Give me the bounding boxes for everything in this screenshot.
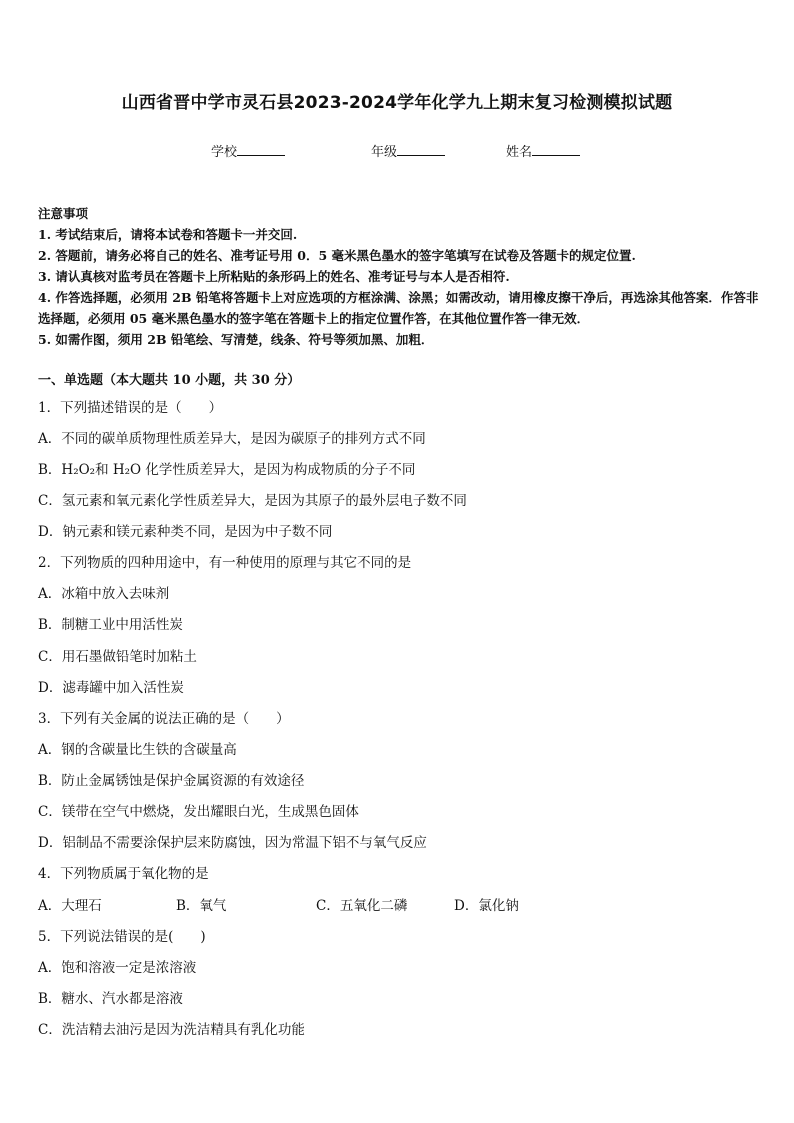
question-option: B．H₂O₂和 H₂O 化学性质差异大，是因为构成物质的分子不同 bbox=[38, 462, 416, 478]
question-stem: 4．下列物质属于氧化物的是 bbox=[38, 866, 209, 882]
question-option: A．不同的碳单质物理性质差异大，是因为碳原子的排列方式不同 bbox=[38, 431, 426, 447]
question-option: A．冰箱中放入去味剂 bbox=[38, 586, 170, 602]
section-heading: 一、单选题（本大题共 10 小题，共 30 分） bbox=[38, 373, 301, 388]
name-field bbox=[506, 141, 580, 160]
note-item: 3. 请认真核对监考员在答题卡上所粘贴的条形码上的姓名、准考证号与本人是否相符. bbox=[38, 269, 510, 284]
school-blank bbox=[237, 142, 285, 156]
note-item: 1. 考试结束后，请将本试卷和答题卡一并交回. bbox=[38, 227, 298, 242]
school-label: 学校 bbox=[211, 145, 238, 160]
question-option: D．铝制品不需要涂保护层来防腐蚀，因为常温下铝不与氧气反应 bbox=[38, 835, 427, 851]
question-option: C．用石墨做铅笔时加粘土 bbox=[38, 649, 197, 665]
grade-field bbox=[371, 141, 445, 160]
name-blank bbox=[532, 142, 580, 156]
question-stem: 2．下列物质的四种用途中，有一种使用的原理与其它不同的是 bbox=[38, 555, 412, 571]
page-title: 山西省晋中学市灵石县2023-2024学年化学九上期末复习检测模拟试题 bbox=[121, 93, 673, 113]
question-option: C．五氧化二磷 bbox=[316, 898, 408, 914]
note-item: 4. 作答选择题，必须用 2B 铅笔将答题卡上对应选项的方框涂满、涂黑；如需改动，请用橡皮擦干净后，再选涂其他答案．作答非选择题，必须用 05 毫米黑色墨水的签字笔在答题卡上的指定位置作答，在其他位置作答一律无效． bbox=[38, 290, 759, 326]
question-stem: 1．下列描述错误的是（ ） bbox=[38, 400, 223, 416]
grade-label: 年级 bbox=[371, 145, 398, 160]
question-option: B．氧气 bbox=[176, 898, 227, 914]
note-item: 2. 答题前，请务必将自己的姓名、准考证号用 0．5 毫米黑色墨水的签字笔填写在试卷及答题卡的规定位置. bbox=[38, 248, 636, 263]
notes-heading: 注意事项 bbox=[38, 206, 89, 221]
question-option: D．氯化钠 bbox=[454, 898, 519, 914]
question-option: C．氢元素和氧元素化学性质差异大，是因为其原子的最外层电子数不同 bbox=[38, 493, 467, 509]
question-option: B．制糖工业中用活性炭 bbox=[38, 617, 183, 633]
question-option: D．滤毒罐中加入活性炭 bbox=[38, 680, 184, 696]
grade-blank bbox=[397, 142, 445, 156]
note-item: 5. 如需作图，须用 2B 铅笔绘、写清楚，线条、符号等须加黑、加粗． bbox=[38, 332, 434, 347]
question-option: A．大理石 bbox=[38, 898, 102, 914]
question-option: B．防止金属锈蚀是保护金属资源的有效途径 bbox=[38, 773, 305, 789]
question-options-row bbox=[38, 894, 758, 914]
question-stem: 5．下列说法错误的是( ) bbox=[38, 929, 206, 945]
question-option: A．饱和溶液一定是浓溶液 bbox=[38, 960, 197, 976]
school-field bbox=[211, 141, 285, 160]
question-option: C．洗洁精去油污是因为洗洁精具有乳化功能 bbox=[38, 1022, 305, 1038]
name-label: 姓名 bbox=[506, 145, 533, 160]
exam-notes bbox=[38, 203, 760, 350]
question-option: C．镁带在空气中燃烧，发出耀眼白光，生成黑色固体 bbox=[38, 804, 359, 820]
question-stem: 3．下列有关金属的说法正确的是（ ） bbox=[38, 711, 290, 727]
question-option: B．糖水、汽水都是溶液 bbox=[38, 991, 183, 1007]
question-option: D．钠元素和镁元素种类不同，是因为中子数不同 bbox=[38, 524, 333, 540]
question-option: A．钢的含碳量比生铁的含碳量高 bbox=[38, 742, 237, 758]
